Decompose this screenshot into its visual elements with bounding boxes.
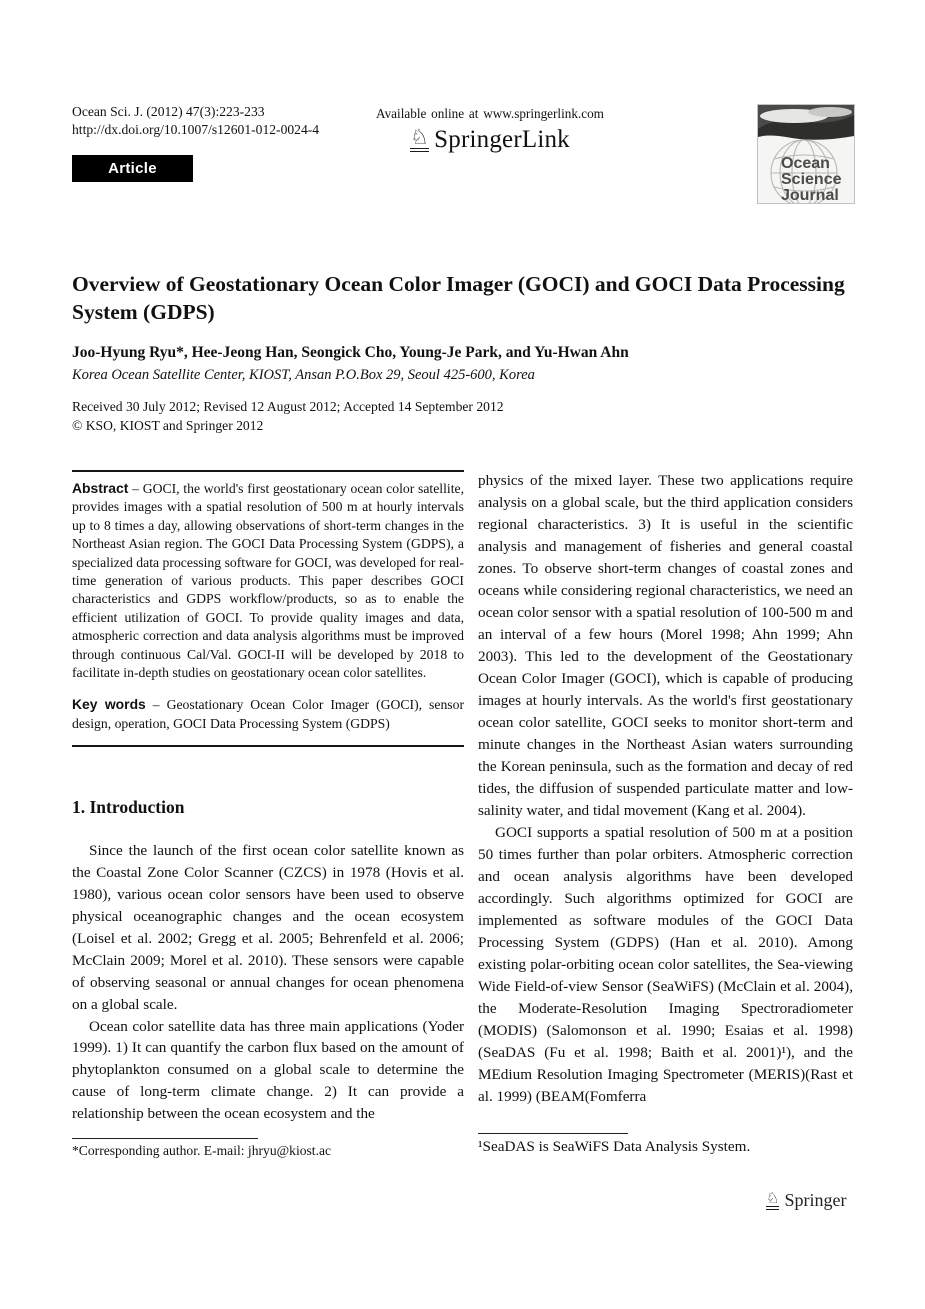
- footnote-rule-right: [478, 1133, 628, 1134]
- article-type-badge: Article: [72, 155, 193, 182]
- keywords-label: Key words: [72, 696, 146, 713]
- authors-line: Joo-Hyung Ryu*, Hee-Jeong Han, Seongick Cho, Young-Je Park, and Yu-Hwan Ahn: [72, 344, 629, 361]
- abstract-top-rule: [72, 470, 464, 472]
- right-paragraph-1: physics of the mixed layer. These two applications require analysis on a global scale, but the third application considers regional characteristics. 3) It is useful in the scientific analysis and management of fisheries and general coastal zones. To observe short-term changes of coastal zones and oceans while considering regional characteristics, we need an ocean color sensor with a spatial resolution of 100-500 m and an interval of a few hours (Morel 1998; Ahn 1999; Ahn 2003). This led to the development of the Geostationary Ocean Color Imager (GOCI), which is capable of producing images at hourly intervals. As the world's first geostationary ocean color satellite, GOCI seeks to monitor short-term and minute changes in the Northeast Asian waters surrounding the Korean peninsula, such as the formation and decay of red tides, the diffusion of suspended particulate matter and low-salinity water, and tidal movement (Kang et al. 2004).: [478, 472, 853, 819]
- corresponding-author-text: *Corresponding author. E-mail: jhryu@kiost.ac: [72, 1143, 332, 1158]
- springer-knight-icon-footer: ♘: [766, 1191, 779, 1209]
- abstract-bottom-rule: [72, 745, 464, 747]
- journal-citation-block: [72, 103, 319, 138]
- osj-logo-line3: Journal: [781, 187, 839, 203]
- doi-link: http://dx.doi.org/10.1007/s12601-012-0024-4: [72, 121, 320, 137]
- journal-ref: Ocean Sci. J. (2012) 47(3):223-233: [72, 104, 265, 119]
- right-column: [478, 470, 853, 1125]
- springer-knight-icon: ♘: [410, 128, 429, 152]
- abstract-paragraph: [72, 479, 464, 682]
- copyright-line: © KSO, KIOST and Springer 2012: [72, 418, 264, 433]
- osj-logo-graphic: [758, 105, 854, 203]
- osj-logo-line2: Science: [781, 171, 842, 188]
- seadas-footnote-text: ¹SeaDAS is SeaWiFS Data Analysis System.: [478, 1138, 751, 1155]
- right-paragraph-2: GOCI supports a spatial resolution of 500 m at a position 50 times further than polar orbiters. Atmospheric correction and ocean analysis algorithms have been developed accordingly. Such algorithms optimized for GOCI are implemented as software modules of the GOCI Data Processing System (GDPS) (Han et al. 2010). Among existing polar-orbiting ocean color satellites, the Sea-viewing Wide Field-of-view Sensor (SeaWiFS) (McClain et al. 2004), the Moderate-Resolution Imaging Spectroradiometer (MODIS) (Salomonson et al. 1990; Esaias et al. 1998) (SeaDAS (Fu et al. 1998; Baith et al. 2001)¹), and the MEdium Resolution Imaging Spectrometer (MERIS)(Rast et al. 1999) (BEAM(Fomferra: [478, 824, 853, 1105]
- corresponding-author-footnote: [72, 1138, 372, 1159]
- footnote-rule-left: [72, 1138, 258, 1139]
- keywords-text: – Geostationary Ocean Color Imager (GOCI), sensor design, operation, GOCI Data Processing System (GDPS): [72, 697, 465, 731]
- available-online-text: Available online at www.springerlink.com: [376, 106, 604, 121]
- two-column-body: [72, 470, 853, 1125]
- keywords-paragraph: [72, 695, 464, 733]
- section-heading-introduction: 1. Introduction: [72, 797, 185, 818]
- ocean-science-journal-logo: [757, 104, 855, 204]
- paper-title: Overview of Geostationary Ocean Color Imager (GOCI) and GOCI Data Processing System (GDPS): [72, 272, 845, 324]
- header-center: [340, 106, 640, 154]
- osj-logo-line1: Ocean: [781, 155, 830, 172]
- abstract-text: – GOCI, the world's first geostationary ocean color satellite, provides images with a spatial resolution of 500 m at hourly intervals up to 8 times a day, allowing observations of short-term changes in the Northeast Asian region. The GOCI Data Processing System (GDPS), a specialized data processing software for GOCI, was developed for real-time generation of various products. This paper describes GOCI characteristics and GDPS workflow/products, so as to enable the efficient utilization of GOCI. To provide quality images and data, atmospheric correction and data analysis algorithms must be improved through continuous Cal/Val. GOCI-II will be developed by 2018 to facilitate in-depth studies on geostationary ocean color satellites.: [72, 481, 465, 681]
- intro-paragraph-1: Since the launch of the first ocean color satellite known as the Coastal Zone Color Scanner (CZCS) in 1978 (Hovis et al. 1980), various ocean color sensors have been used to observe physical oceanographic changes and the ocean ecosystem (Loisel et al. 2002; Gregg et al. 2005; Behrenfeld et al. 2006; McClain 2009; Morel et al. 2010). These sensors were capable of observing seasonal or annual changes for ocean phenomena on a global scale.: [72, 842, 464, 1013]
- intro-paragraph-2: Ocean color satellite data has three main applications (Yoder 1999). 1) It can quantify the carbon flux based on the amount of phytoplankton consumed on a global scale to determine the cause of long-term climate change. 2) It can provide a relationship between the ocean ecosystem and the: [72, 1017, 464, 1123]
- springerlink-logo: [340, 126, 640, 154]
- springer-footer-logo: [766, 1190, 846, 1211]
- springerlink-wordmark: SpringerLink: [434, 126, 570, 153]
- springer-wordmark: Springer: [784, 1190, 847, 1210]
- seadas-footnote: [478, 1133, 853, 1156]
- abstract-label: Abstract: [72, 480, 129, 496]
- left-column: [72, 470, 464, 1125]
- received-revised-accepted: Received 30 July 2012; Revised 12 August 2012; Accepted 14 September 2012: [72, 399, 504, 414]
- affiliation-line: Korea Ocean Satellite Center, KIOST, Ansan P.O.Box 29, Seoul 425-600, Korea: [72, 367, 535, 383]
